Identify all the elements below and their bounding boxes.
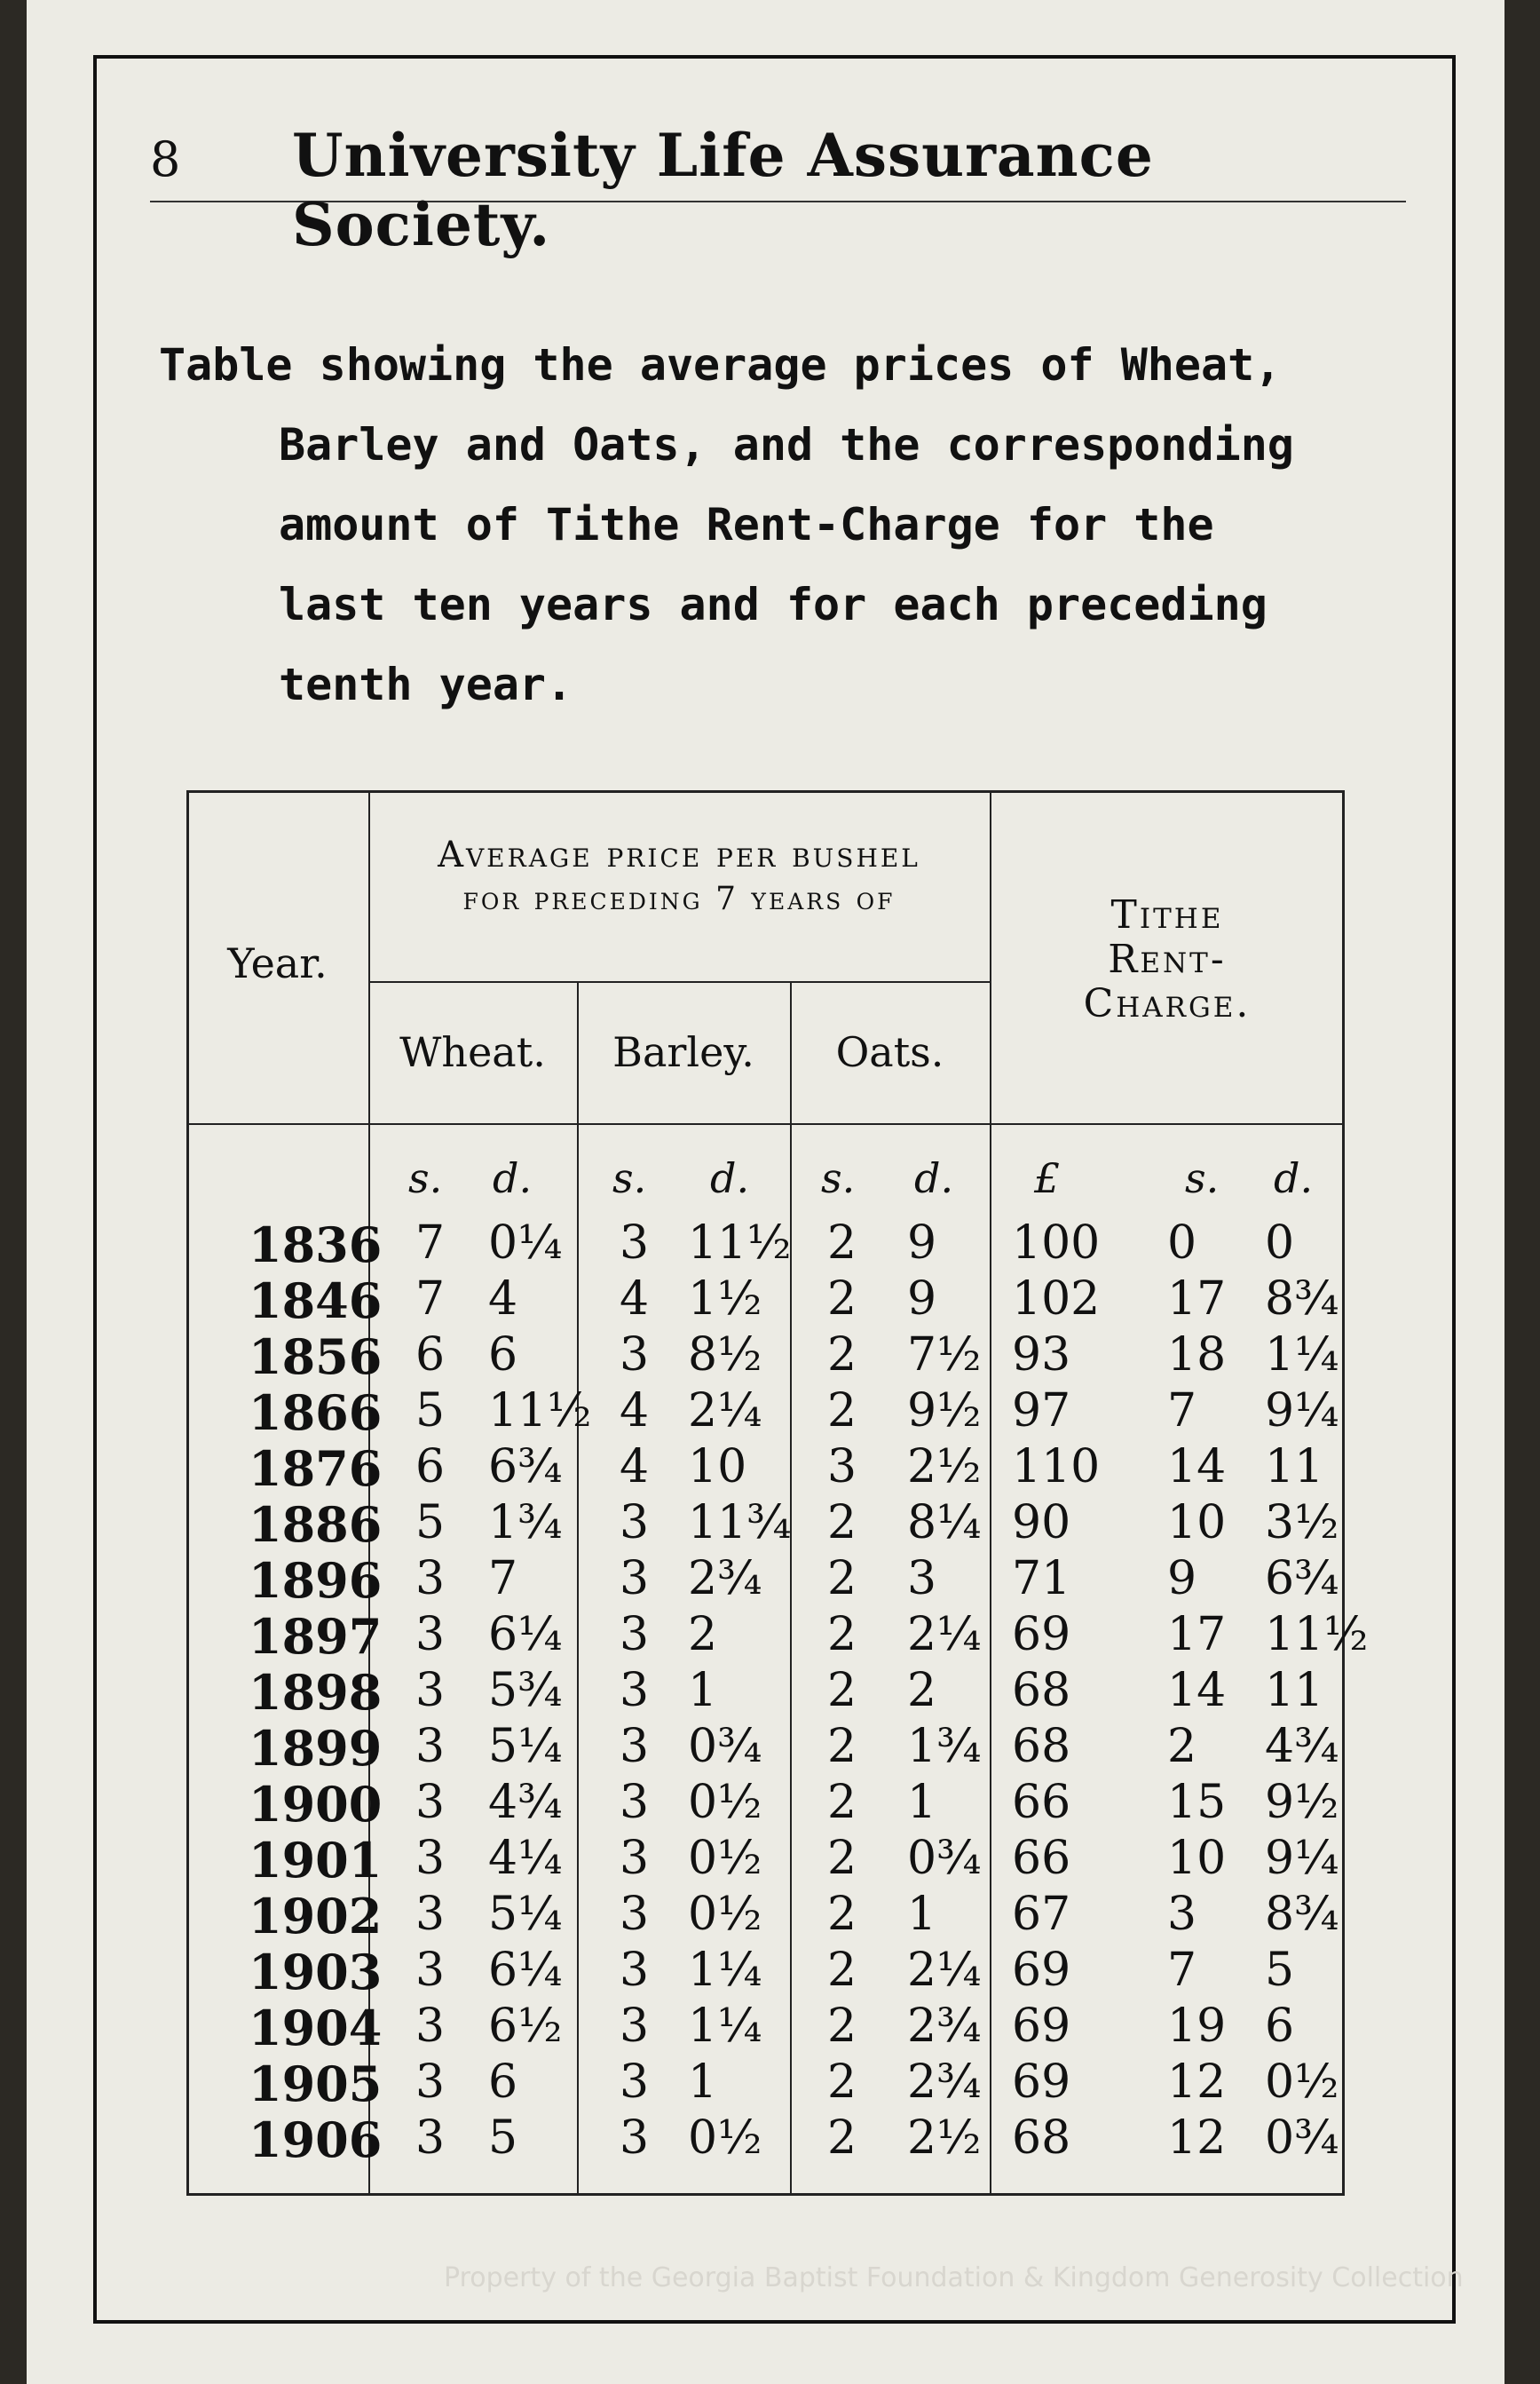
- row-value-tl: 69: [1012, 2055, 1071, 2109]
- row-value-wd: 5: [488, 2111, 518, 2165]
- row-value-os: 3: [827, 1440, 857, 1493]
- row-value-od: 2½: [907, 1440, 982, 1493]
- row-value-ws: 6: [415, 1440, 446, 1493]
- row-value-bd: 1½: [688, 1272, 762, 1326]
- row-value-ws: 3: [415, 1944, 446, 1997]
- row-value-ts: 14: [1167, 1664, 1227, 1717]
- rule-after-barley: [790, 981, 792, 2196]
- row-value-td: 4¾: [1265, 1720, 1339, 1773]
- row-value-bs: 3: [620, 1496, 650, 1549]
- row-value-ts: 12: [1167, 2055, 1227, 2109]
- row-year: 1901: [249, 1832, 383, 1889]
- row-value-tl: 67: [1012, 1888, 1071, 1941]
- unit-oats-s: s.: [821, 1154, 856, 1202]
- row-value-ts: 9: [1167, 1552, 1197, 1605]
- row-value-od: 0¾: [907, 1832, 982, 1885]
- row-value-bd: 8½: [688, 1328, 762, 1382]
- row-value-wd: 6¼: [488, 1944, 563, 1997]
- row-value-wd: 7: [488, 1552, 518, 1605]
- row-value-td: 6¾: [1265, 1552, 1339, 1605]
- year-heading: Year.: [227, 939, 328, 987]
- row-value-ts: 7: [1167, 1944, 1197, 1997]
- row-value-ts: 15: [1167, 1776, 1227, 1829]
- row-value-od: 8¼: [907, 1496, 982, 1549]
- rule-under-group: [368, 981, 990, 983]
- table-caption: [159, 325, 1339, 725]
- row-value-bd: 1: [688, 2055, 718, 2109]
- row-value-td: 6: [1265, 2000, 1295, 2053]
- row-value-bd: 11¾: [688, 1496, 792, 1549]
- row-value-bd: 2: [688, 1608, 718, 1661]
- row-value-wd: 6½: [488, 2000, 563, 2053]
- row-value-ts: 19: [1167, 2000, 1227, 2053]
- row-value-bd: 0½: [688, 1832, 762, 1885]
- running-title: University Life Assurance Society.: [292, 121, 1154, 259]
- row-value-ts: 14: [1167, 1440, 1227, 1493]
- row-value-bs: 3: [620, 1832, 650, 1885]
- row-value-tl: 102: [1012, 1272, 1101, 1326]
- row-value-os: 2: [827, 1832, 857, 1885]
- table-bottom-rule: [186, 2193, 1345, 2196]
- row-value-bd: 1¼: [688, 1944, 762, 1997]
- barley-heading: Barley.: [612, 1028, 754, 1076]
- row-value-bs: 4: [620, 1440, 650, 1493]
- row-value-td: 0¾: [1265, 2111, 1339, 2165]
- row-year: 1896: [249, 1552, 383, 1609]
- unit-wheat-d: d.: [493, 1154, 533, 1202]
- row-value-td: 11: [1265, 1440, 1324, 1493]
- row-value-od: 9: [907, 1272, 937, 1326]
- row-value-ws: 3: [415, 2055, 446, 2109]
- page-number: 8: [150, 131, 181, 187]
- row-value-bd: 1: [688, 1664, 718, 1717]
- row-value-ts: 18: [1167, 1328, 1227, 1382]
- row-value-ws: 3: [415, 1720, 446, 1773]
- row-value-os: 2: [827, 2000, 857, 2053]
- prices-table: [186, 790, 1369, 2198]
- row-value-ts: 17: [1167, 1272, 1227, 1326]
- unit-barley-s: s.: [612, 1154, 647, 1202]
- row-value-bs: 3: [620, 1328, 650, 1382]
- oats-heading: Oats.: [835, 1028, 944, 1076]
- row-year: 1836: [249, 1216, 383, 1273]
- row-value-od: 2¾: [907, 2000, 982, 2053]
- row-value-os: 2: [827, 1888, 857, 1941]
- row-value-wd: 1¾: [488, 1496, 563, 1549]
- row-value-bs: 4: [620, 1384, 650, 1438]
- row-value-os: 2: [827, 2111, 857, 2165]
- row-year: 1903: [249, 1944, 383, 2000]
- row-value-bd: 11½: [688, 1216, 792, 1270]
- row-value-ws: 7: [415, 1216, 446, 1270]
- row-year: 1866: [249, 1384, 383, 1441]
- row-value-ws: 3: [415, 1552, 446, 1605]
- row-value-bs: 3: [620, 1776, 650, 1829]
- row-value-tl: 68: [1012, 1664, 1071, 1717]
- row-value-ts: 10: [1167, 1496, 1227, 1549]
- row-value-bd: 2¾: [688, 1552, 762, 1605]
- row-value-ws: 3: [415, 1888, 446, 1941]
- row-value-os: 2: [827, 1496, 857, 1549]
- running-header: [150, 112, 1406, 259]
- rule-under-headings: [186, 1123, 1345, 1125]
- row-value-od: 1: [907, 1776, 937, 1829]
- row-value-tl: 66: [1012, 1832, 1071, 1885]
- row-value-td: 0½: [1265, 2055, 1339, 2109]
- row-value-bd: 0¾: [688, 1720, 762, 1773]
- row-value-os: 2: [827, 1216, 857, 1270]
- page: [27, 0, 1504, 2384]
- row-value-td: 1¼: [1265, 1328, 1339, 1382]
- row-value-bs: 3: [620, 1720, 650, 1773]
- row-value-wd: 4¾: [488, 1776, 563, 1829]
- row-value-od: 1: [907, 1888, 937, 1941]
- caption-text: Table showing the average prices of Wheat, Barley and Oats, and the corresponding amount of Tithe Rent-Charge for the last ten years and for each preceding tenth year.: [159, 339, 1294, 710]
- row-value-td: 0: [1265, 1216, 1295, 1270]
- row-value-bs: 3: [620, 2000, 650, 2053]
- row-value-bd: 10: [688, 1440, 747, 1493]
- row-value-od: 7½: [907, 1328, 982, 1382]
- row-value-bd: 0½: [688, 1888, 762, 1941]
- row-value-os: 2: [827, 1608, 857, 1661]
- row-value-os: 2: [827, 1776, 857, 1829]
- row-value-os: 2: [827, 1384, 857, 1438]
- tithe-heading-line2: Rent-: [1108, 937, 1227, 982]
- row-value-ws: 5: [415, 1384, 446, 1438]
- row-value-tl: 68: [1012, 2111, 1071, 2165]
- row-year: 1856: [249, 1328, 383, 1385]
- row-value-bs: 3: [620, 1552, 650, 1605]
- row-value-ws: 3: [415, 2000, 446, 2053]
- row-value-ts: 10: [1167, 1832, 1227, 1885]
- row-year: 1846: [249, 1272, 383, 1329]
- row-value-tl: 97: [1012, 1384, 1071, 1438]
- row-value-wd: 6: [488, 1328, 518, 1382]
- unit-tithe-s: s.: [1185, 1154, 1220, 1202]
- row-value-ts: 3: [1167, 1888, 1197, 1941]
- row-value-bs: 3: [620, 1216, 650, 1270]
- row-value-bs: 3: [620, 1664, 650, 1717]
- table-left-rule: [186, 790, 189, 2196]
- watermark-text: Property of the Georgia Baptist Foundation & Kingdom Generosity Collection: [444, 2262, 1464, 2293]
- row-value-bd: 1¼: [688, 2000, 762, 2053]
- row-year: 1876: [249, 1440, 383, 1497]
- row-value-tl: 66: [1012, 1776, 1071, 1829]
- row-year: 1906: [249, 2111, 383, 2168]
- row-value-os: 2: [827, 1328, 857, 1382]
- row-value-tl: 69: [1012, 2000, 1071, 2053]
- unit-tithe-d: d.: [1274, 1154, 1314, 1202]
- row-value-os: 2: [827, 1720, 857, 1773]
- row-value-tl: 71: [1012, 1552, 1071, 1605]
- group-heading-line1: Average price per bushel: [438, 835, 920, 875]
- row-value-wd: 5¼: [488, 1888, 563, 1941]
- row-value-bs: 3: [620, 1888, 650, 1941]
- tithe-heading-line1: Tithe: [1110, 892, 1224, 938]
- wheat-heading: Wheat.: [399, 1028, 546, 1076]
- row-year: 1897: [249, 1608, 383, 1665]
- row-value-ws: 7: [415, 1272, 446, 1326]
- row-value-od: 9: [907, 1216, 937, 1270]
- row-value-bs: 3: [620, 2055, 650, 2109]
- unit-barley-d: d.: [710, 1154, 750, 1202]
- row-value-os: 2: [827, 1552, 857, 1605]
- row-value-ws: 3: [415, 2111, 446, 2165]
- row-value-wd: 5¾: [488, 1664, 563, 1717]
- row-value-tl: 100: [1012, 1216, 1101, 1270]
- row-value-td: 11: [1265, 1664, 1324, 1717]
- row-value-bd: 2¼: [688, 1384, 762, 1438]
- row-value-os: 2: [827, 1664, 857, 1717]
- row-value-td: 9¼: [1265, 1384, 1339, 1438]
- row-value-ws: 3: [415, 1608, 446, 1661]
- row-value-bd: 0½: [688, 2111, 762, 2165]
- unit-oats-d: d.: [914, 1154, 954, 1202]
- row-year: 1904: [249, 2000, 383, 2056]
- row-value-td: 9½: [1265, 1776, 1339, 1829]
- row-value-wd: 4¼: [488, 1832, 563, 1885]
- row-value-td: 8¾: [1265, 1272, 1339, 1326]
- row-value-od: 2½: [907, 2111, 982, 2165]
- table-top-rule: [186, 790, 1345, 793]
- row-value-od: 2: [907, 1664, 937, 1717]
- row-value-od: 2¾: [907, 2055, 982, 2109]
- row-value-od: 2¼: [907, 1608, 982, 1661]
- row-value-ts: 2: [1167, 1720, 1197, 1773]
- tithe-heading-line3: Charge.: [1083, 981, 1252, 1026]
- row-value-wd: 6: [488, 2055, 518, 2109]
- row-value-od: 3: [907, 1552, 937, 1605]
- row-value-od: 9½: [907, 1384, 982, 1438]
- row-year: 1902: [249, 1888, 383, 1944]
- row-value-ts: 0: [1167, 1216, 1197, 1270]
- row-value-ts: 12: [1167, 2111, 1227, 2165]
- row-value-td: 5: [1265, 1944, 1295, 1997]
- row-value-tl: 69: [1012, 1608, 1071, 1661]
- row-value-td: 3½: [1265, 1496, 1339, 1549]
- group-heading-line2: for preceding 7 years of: [462, 881, 896, 917]
- row-value-tl: 69: [1012, 1944, 1071, 1997]
- row-value-wd: 6¾: [488, 1440, 563, 1493]
- row-value-ws: 5: [415, 1496, 446, 1549]
- row-value-tl: 110: [1012, 1440, 1101, 1493]
- row-value-bs: 3: [620, 1608, 650, 1661]
- row-value-wd: 11½: [488, 1384, 592, 1438]
- row-value-wd: 6¼: [488, 1608, 563, 1661]
- row-value-ts: 17: [1167, 1608, 1227, 1661]
- row-year: 1899: [249, 1720, 383, 1777]
- unit-wheat-s: s.: [408, 1154, 443, 1202]
- row-value-wd: 0¼: [488, 1216, 563, 1270]
- row-value-td: 8¾: [1265, 1888, 1339, 1941]
- row-value-bs: 3: [620, 2111, 650, 2165]
- row-value-ws: 6: [415, 1328, 446, 1382]
- rule-after-wheat: [577, 981, 579, 2196]
- row-value-ws: 3: [415, 1776, 446, 1829]
- row-value-td: 11½: [1265, 1608, 1369, 1661]
- row-year: 1898: [249, 1664, 383, 1721]
- row-value-bs: 4: [620, 1272, 650, 1326]
- row-value-tl: 90: [1012, 1496, 1071, 1549]
- row-value-os: 2: [827, 1944, 857, 1997]
- row-year: 1905: [249, 2055, 383, 2112]
- row-year: 1900: [249, 1776, 383, 1833]
- row-value-od: 1¾: [907, 1720, 982, 1773]
- row-value-ws: 3: [415, 1664, 446, 1717]
- row-year: 1886: [249, 1496, 383, 1553]
- row-value-tl: 93: [1012, 1328, 1071, 1382]
- row-value-td: 9¼: [1265, 1832, 1339, 1885]
- unit-tithe-pounds: £: [1034, 1154, 1061, 1202]
- row-value-wd: 4: [488, 1272, 518, 1326]
- row-value-bs: 3: [620, 1944, 650, 1997]
- row-value-bd: 0½: [688, 1776, 762, 1829]
- row-value-os: 2: [827, 2055, 857, 2109]
- row-value-ws: 3: [415, 1832, 446, 1885]
- row-value-tl: 68: [1012, 1720, 1071, 1773]
- row-value-wd: 5¼: [488, 1720, 563, 1773]
- row-value-os: 2: [827, 1272, 857, 1326]
- row-value-ts: 7: [1167, 1384, 1197, 1438]
- row-value-od: 2¼: [907, 1944, 982, 1997]
